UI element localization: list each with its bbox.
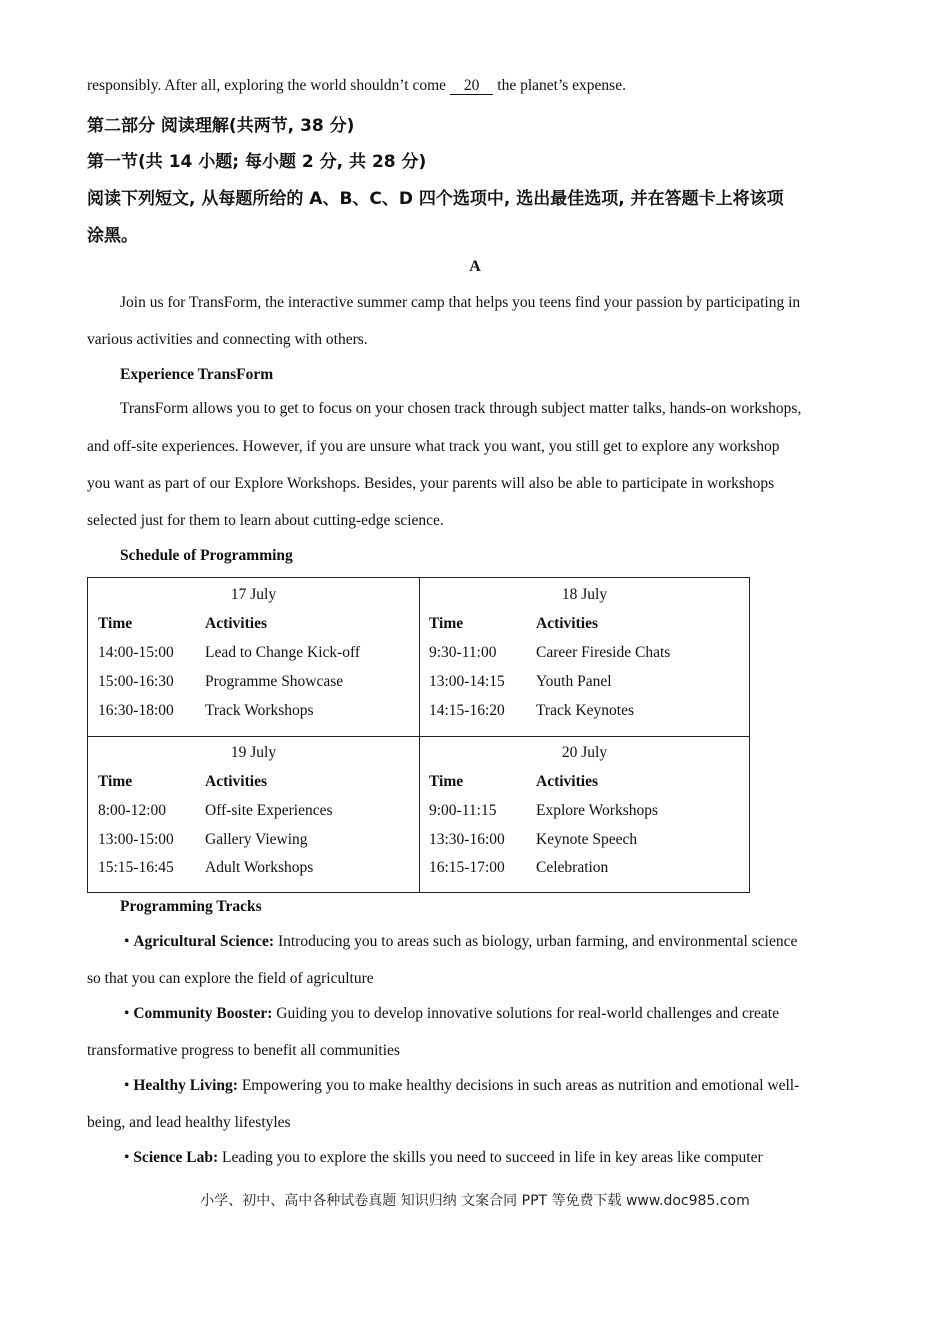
intro-line-2: various activities and connecting with others.: [87, 331, 368, 348]
bullet-icon: •: [124, 1077, 130, 1094]
row-time: 16:15-17:00: [429, 859, 505, 876]
passage-ending-after: the planet’s expense.: [493, 77, 626, 94]
row-activity: Programme Showcase: [205, 673, 344, 690]
row-activity: Gallery Viewing: [205, 831, 308, 848]
intro-line-1: Join us for TransForm, the interactive summer camp that helps you teens find your passion by participating in: [120, 294, 801, 311]
row-time: 9:00-11:15: [429, 802, 497, 819]
schedule-date: 19 July: [230, 744, 277, 761]
track-description: Introducing you to areas such as biology, urban farming, and environmental science: [274, 933, 798, 950]
track-description-cont: being, and lead healthy lifestyles: [87, 1114, 291, 1131]
tracks-heading: Programming Tracks: [120, 898, 262, 915]
activities-header: Activities: [536, 615, 598, 632]
row-activity: Keynote Speech: [536, 831, 638, 848]
track-name: Community Booster:: [133, 1005, 273, 1022]
passage-ending-before: responsibly. After all, exploring the world shouldn’t come: [87, 77, 450, 94]
row-time: 13:30-16:00: [429, 831, 505, 848]
row-activity: Explore Workshops: [536, 802, 659, 819]
track-description: Leading you to explore the skills you need to succeed in life in key areas like computer: [218, 1149, 763, 1166]
experience-heading: Experience TransForm: [120, 366, 274, 383]
row-time: 16:30-18:00: [98, 702, 174, 719]
schedule-row: [429, 859, 608, 877]
schedule-row: [98, 644, 360, 662]
activities-header: Activities: [536, 773, 598, 790]
subsection-header: 第一节(共 14 小题; 每小题 2 分, 共 28 分): [87, 152, 427, 172]
passage-ending: [87, 77, 856, 95]
track-description: Guiding you to develop innovative solutions for real-world challenges and create: [272, 1005, 779, 1022]
row-time: 15:00-16:30: [98, 673, 174, 690]
activities-header: Activities: [205, 773, 267, 790]
schedule-row: [429, 644, 670, 662]
schedule-date: 17 July: [230, 586, 277, 603]
row-activity: Youth Panel: [536, 673, 612, 690]
schedule-row: [98, 802, 333, 820]
section-header: 第二部分 阅读理解(共两节, 38 分): [87, 116, 355, 136]
schedule-row: [429, 831, 637, 849]
track-item: [87, 1077, 856, 1095]
page-footer: 小学、初中、高中各种试卷真题 知识归纳 文案合同 PPT 等免费下载 www.doc985.com: [200, 1193, 750, 1209]
track-name: Agricultural Science:: [133, 933, 275, 950]
schedule-row: [429, 673, 612, 691]
row-activity: Career Fireside Chats: [536, 644, 671, 661]
schedule-cell-day-3: [88, 736, 419, 894]
schedule-heading: Schedule of Programming: [120, 547, 293, 564]
schedule-cell-day-1: [88, 578, 419, 736]
experience-line: selected just for them to learn about cutting-edge science.: [87, 512, 444, 529]
track-item: [87, 933, 856, 951]
schedule-row: [429, 702, 634, 720]
track-name: Science Lab:: [133, 1149, 219, 1166]
time-header: Time: [98, 773, 133, 790]
row-activity: Off-site Experiences: [205, 802, 333, 819]
track-description: Empowering you to make healthy decisions in such areas as nutrition and emotional well-: [237, 1077, 800, 1094]
track-item: [87, 1149, 856, 1167]
row-time: 14:00-15:00: [98, 644, 174, 661]
row-time: 15:15-16:45: [98, 859, 174, 876]
track-item: [87, 1005, 856, 1023]
bullet-icon: •: [124, 1005, 130, 1022]
blank-20: 20: [450, 78, 494, 95]
schedule-row: [98, 673, 343, 691]
row-time: 13:00-15:00: [98, 831, 174, 848]
passage-label: A: [469, 258, 481, 275]
row-activity: Lead to Change Kick-off: [205, 644, 361, 661]
time-header: Time: [429, 773, 464, 790]
experience-line: you want as part of our Explore Workshops. Besides, your parents will also be able to participate in workshops: [87, 475, 775, 492]
row-activity: Track Keynotes: [536, 702, 635, 719]
instructions-line-1: 阅读下列短文, 从每题所给的 A、B、C、D 四个选项中, 选出最佳选项, 并在答题卡上将该项: [87, 189, 784, 209]
row-time: 8:00-12:00: [98, 802, 167, 819]
schedule-row: [429, 802, 658, 820]
time-header: Time: [429, 615, 464, 632]
schedule-row: [98, 859, 313, 877]
track-description-cont: transformative progress to benefit all communities: [87, 1042, 400, 1059]
bullet-icon: •: [124, 1149, 130, 1166]
schedule-cell-day-2: [419, 578, 750, 736]
time-header: Time: [98, 615, 133, 632]
track-description-cont: so that you can explore the field of agriculture: [87, 970, 374, 987]
schedule-table: [87, 577, 750, 893]
schedule-row: [98, 702, 314, 720]
track-name: Healthy Living:: [133, 1077, 238, 1094]
schedule-date: 20 July: [561, 744, 608, 761]
bullet-icon: •: [124, 933, 130, 950]
instructions-line-2: 涂黑。: [87, 226, 138, 246]
row-activity: Track Workshops: [205, 702, 314, 719]
experience-line: and off-site experiences. However, if you are unsure what track you want, you still get to explore any workshop: [87, 438, 780, 455]
row-activity: Adult Workshops: [205, 859, 314, 876]
activities-header: Activities: [205, 615, 267, 632]
schedule-cell-day-4: [419, 736, 750, 894]
row-time: 9:30-11:00: [429, 644, 497, 661]
experience-line: TransForm allows you to get to focus on your chosen track through subject matter talks, hands-on workshops,: [120, 400, 802, 417]
row-time: 13:00-14:15: [429, 673, 505, 690]
schedule-date: 18 July: [561, 586, 608, 603]
row-time: 14:15-16:20: [429, 702, 505, 719]
schedule-row: [98, 831, 308, 849]
row-activity: Celebration: [536, 859, 609, 876]
